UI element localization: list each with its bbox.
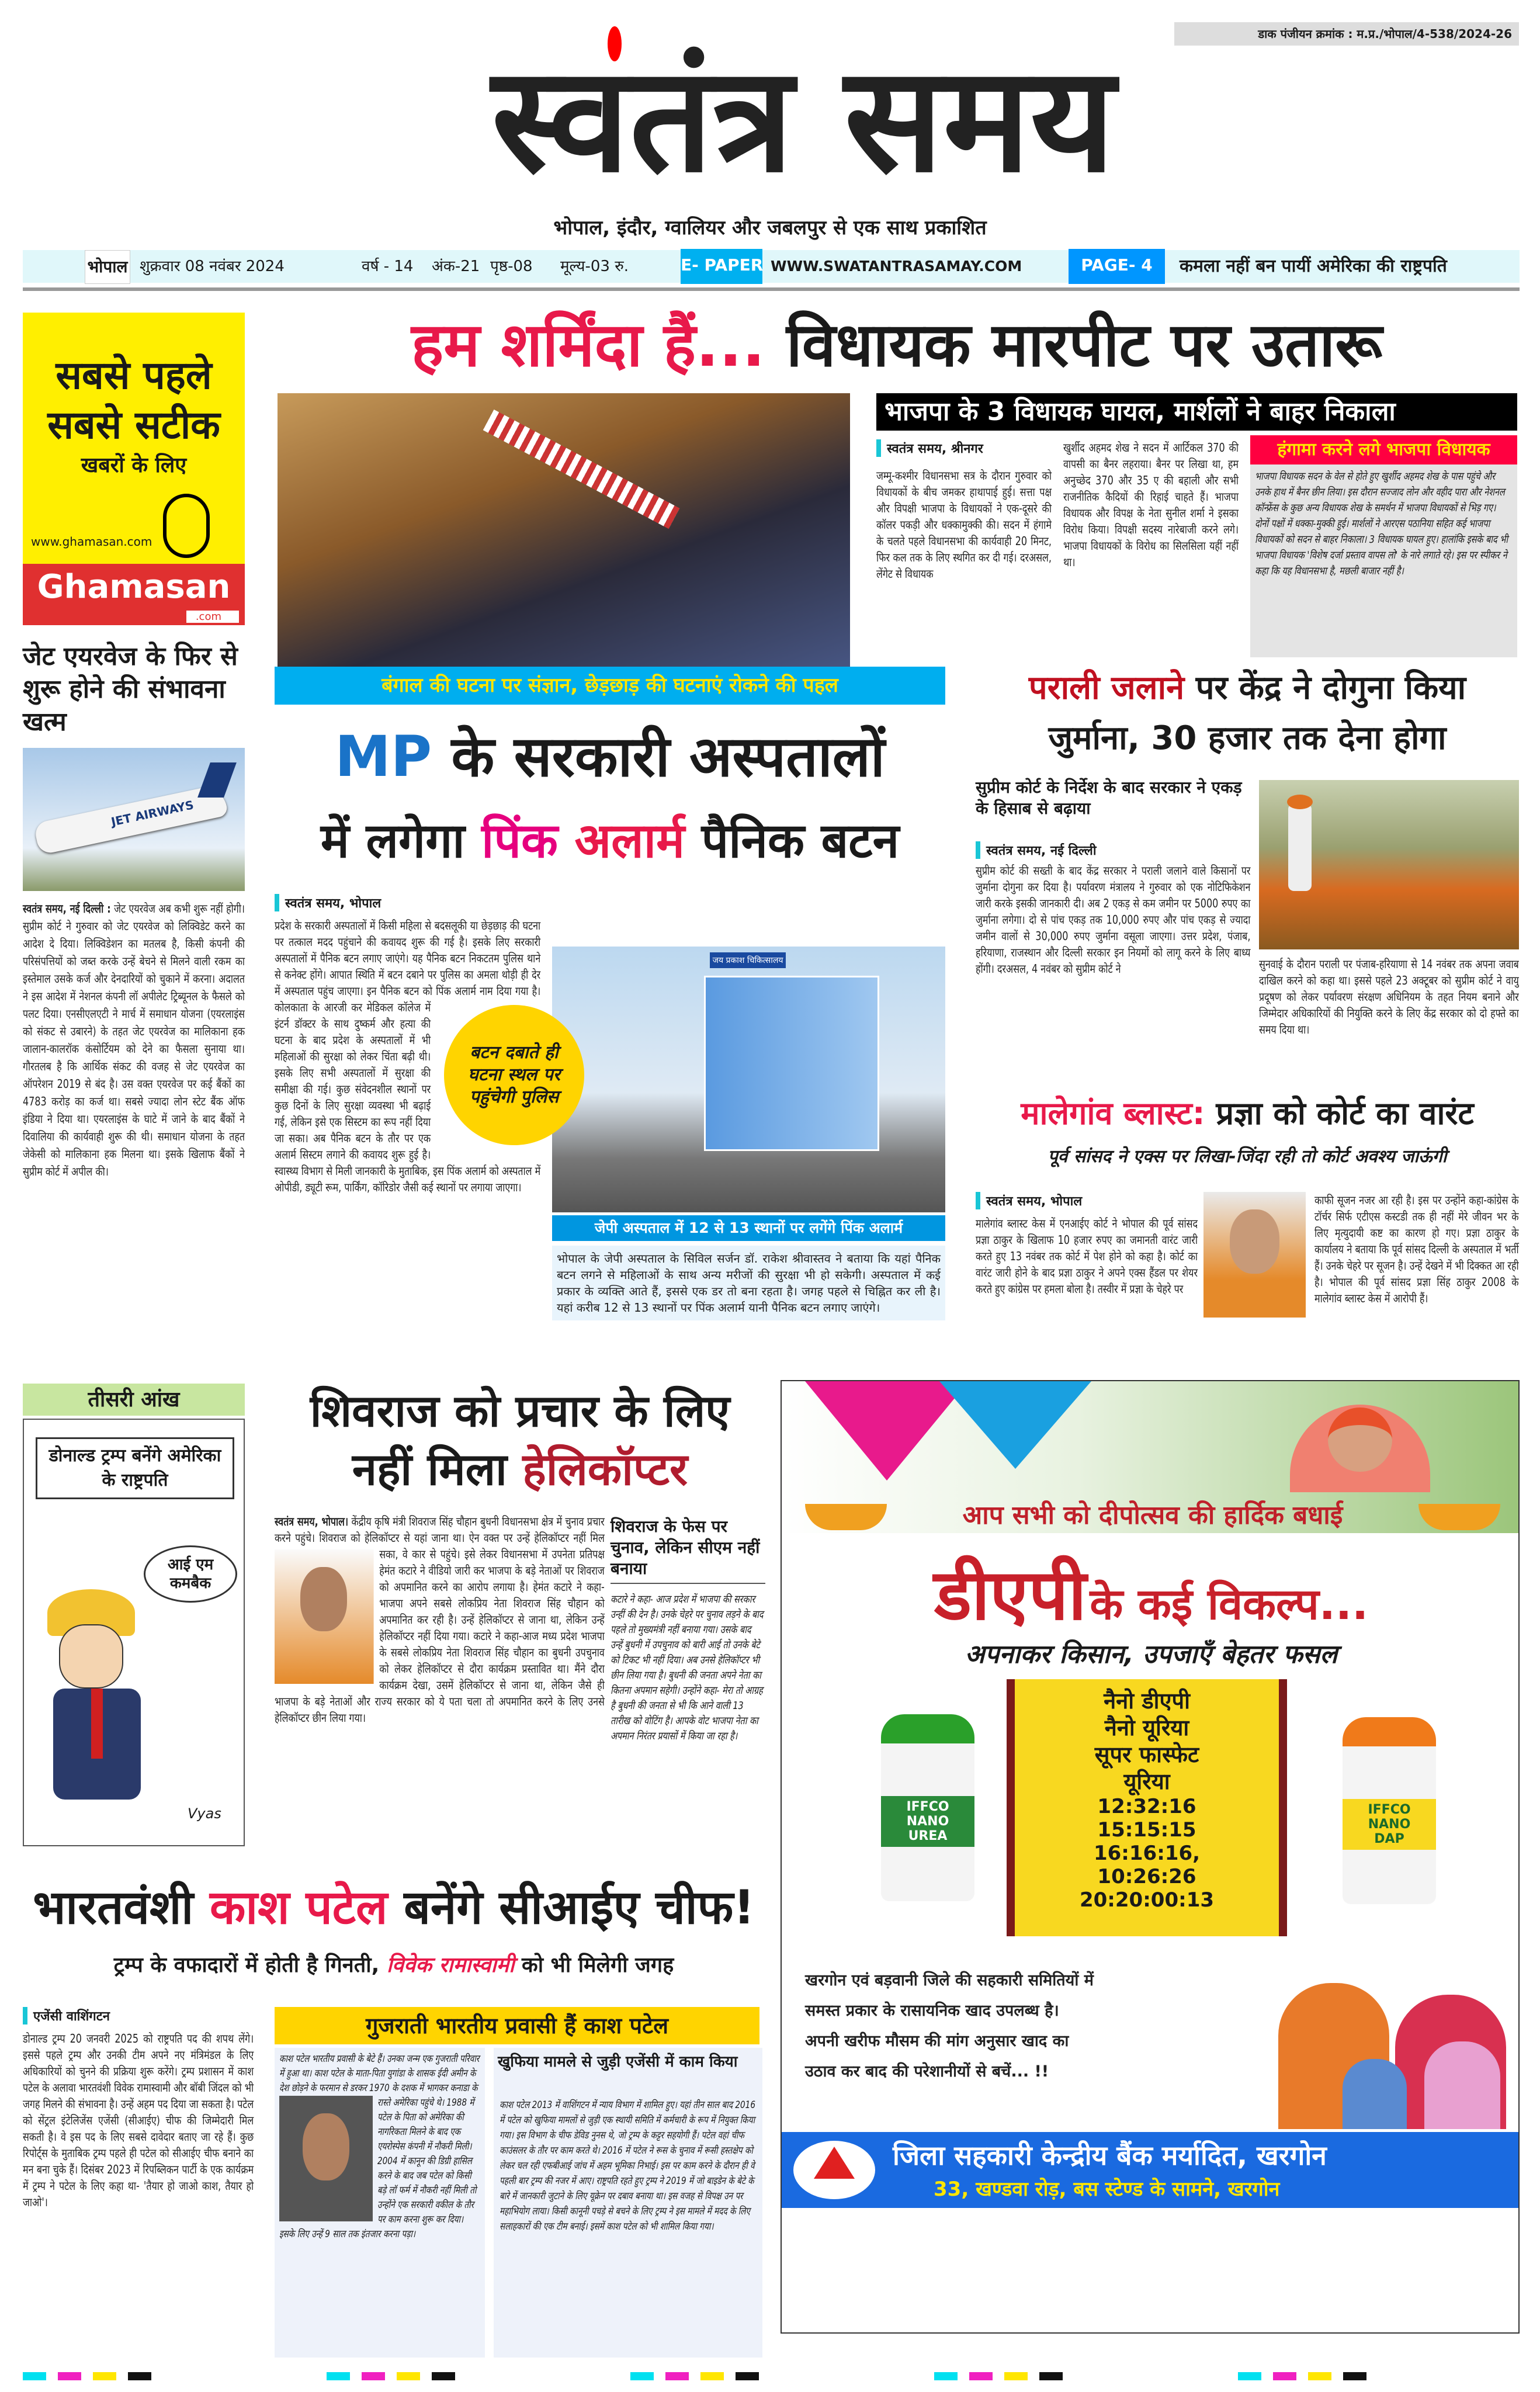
kash-headline-b: बनेंगे सीआईए चीफ! [404,1880,755,1935]
shivraj-headline-2a: नहीं मिला [352,1443,507,1495]
shivraj-headline-1: शिवराज को प्रचार के लिए [310,1385,730,1437]
ad-brand-sub: .com [186,611,239,623]
website-link[interactable]: WWW.SWATANTRASAMAY.COM [771,258,1022,275]
ad-greeting: आप सभी को दीपोत्सव की हार्दिक बधाई [962,1500,1343,1530]
nano-dap-bottle [1343,1717,1436,1904]
ad-tagline: अपनाकर किसान, उपजाएँ बेहतर फसल [965,1639,1338,1669]
cartoon-artist: Vyas [188,1805,221,1822]
lead-headline [275,301,1519,389]
bank-address: 33, खण्डवा रोड़, बस स्टेण्ड के सामने, खरगोन [934,2178,1280,2201]
malegaon-dateline: स्वतंत्र समय, भोपाल [976,1192,1082,1209]
lead-side-title: हंगामा करने लगे भाजपा विधायक [1250,435,1517,464]
malegaon-subhead: पूर्व सांसद ने एक्स पर लिखा-जिंदा रही तो कोर्ट अवश्य जाऊंगी [1048,1146,1447,1167]
cartoon-speech: आई एम कमबैक [144,1545,237,1603]
dap-l1: NANO [1368,1817,1411,1832]
jet-body: जेट एयरवेज अब कभी शुरू नहीं होगी। सुप्रीम कोर्ट ने गुरुवार को जेट एयरवेज को लिक्विडेट करने का आदेश दे दिया। लिक्विडेशन का मतलब है, किसी कंपनी की परिसंपत्तियों को जब्त करके उन्हें बेचने से मिलने वाली रकम का इस्तेमाल उसके कर्ज और देनदारियों को चुकाने में करना। अदालत ने इस आदेश में नेशनल कंपनी लॉ अपीलेट ट्रिब्यूनल के फैसले को पलट दिया। एनसीएलएटी ने मार्च में समाधान योजना (एयरलाइंस को संकट से उबारने) के तहत जेट एयरवेज का मालिकाना हक जालान-कालरॉक कंसोर्टियम को देने का फैसला सुनाया था। गौरतलब है कि आर्थिक संकट की वजह से जेट एयरवेज का ऑपरेशन 2019 से बंद है। उस वक्त एयरवेज पर कई बैंकों का 4783 करोड़ का कर्ज था। सबसे ज्यादा लोन स्टेट बैंक ऑफ इंडिया ने दिया था। एयरलाइंस के घाटे में जाने के बाद बैंकों ने दिवालिया की कार्यवाही शुरू की थी। समाधान योजना के तहत जेकेसी को मालिकाना हक मिलना था। इसके खिलाफ बैंकों ने सुप्रीम कोर्ट में अपील की। [23,902,245,1178]
shivraj-dateline: स्वतंत्र समय, भोपाल। [275,1514,349,1528]
ad-message [805,1965,1267,2087]
boy-figure [1343,2059,1407,2129]
bag-item: 12:32:16 [1097,1795,1196,1818]
dap-brand: IFFCO [1368,1802,1411,1817]
tagline: भोपाल, इंदौर, ग्वालियर और जबलपुर से एक साथ प्रकाशित [553,216,987,240]
mp-h2-pink: पिंक [481,813,558,869]
kash-sub-b: को भी मिलेगी जगह [522,1953,674,1977]
kash-headline [23,1876,765,1940]
garland [483,410,680,529]
urea-brand: IFFCO [906,1800,949,1814]
header-rule [23,287,1520,291]
issue-date: शुक्रवार 08 नवंबर 2024 [140,258,285,275]
kash-face [303,2113,349,2180]
jet-headline: जेट एयरवेज के फिर से शुरू होने की संभावना खत्म [23,642,238,737]
malegaon-col-2: काफी सूजन नजर आ रही है। इस पर उन्होंने कहा-कांग्रेस के टॉर्चर सिर्फ एटीएस कस्टडी तक ही नहीं मेरे जीवन भर के लिए मृत्युदायी कष्ट का कारण हो गए। प्रज्ञा ठाकुर के कार्यालय ने बताया कि पूर्व सांसद दिल्ली के अस्पताल में भर्ती हैं। उनके चेहरे पर सूजन है। उन्हें देखने में भी दिक्कत आ रही है। भोपाल की पूर्व सांसद प्रज्ञा सिंह ठाकुर 2008 के मालेगांव ब्लास्ट केस में आरोपी हैं। [1314,1193,1519,1305]
nano-urea-bottle [881,1714,974,1901]
farmer-turban [1287,795,1313,809]
lead-dateline: स्वतंत्र समय, श्रीनगर [876,439,983,457]
mp-headline-rest: के सरकारी अस्पतालों [451,724,885,789]
shivraj-face [300,1567,347,1631]
urea-l2: UREA [908,1829,948,1843]
ad-line-3: खबरों के लिए [81,453,187,477]
registration-marks [23,2372,1520,2380]
plane-tail [197,762,237,798]
pragya-face [1230,1209,1279,1274]
ad-title-rest: के कई विकल्प... [1090,1579,1369,1630]
info-bar [23,250,1520,283]
shivraj-lede [275,1513,605,1726]
building-sign: जय प्रकाश चिकित्सालय [710,952,786,968]
kash-dateline: एजेंसी वाशिंगटन [23,2007,110,2024]
bag-item: यूरिया [1123,1769,1170,1794]
kash-sub-red: विवेक रामास्वामी [386,1953,515,1977]
ticker-headline: कमला नहीं बन पायीं अमेरिका की राष्ट्रपति [1180,256,1447,276]
year: वर्ष - 14 [362,258,414,275]
mp-h2-alarm: अलार्म [574,813,685,869]
bag-item: सूपर फास्फेट [1094,1742,1199,1767]
lead-headline-red: हम शर्मिंदा हैं... [411,309,765,380]
parali-headline-1: पर केंद्र ने दोगुना किया [1195,669,1466,707]
kash-col-body: काश पटेल 2013 में वाशिंगटन में न्याय विभाग में शामिल हुए। यहां तीन साल बाद 2016 में पटेल को खुफिया मामलों से जुड़ी एक स्थायी समिति में कर्मचारी के रूप में नियुक्त किया गया। इस विभाग के चीफ डेविड नुनस थे, जो ट्रम्प के कट्टर सहयोगी हैं। पटेल वहां चीफ काउंसलर के तौर पर काम करते थे। 2016 में पटेल ने रूस के चुनाव में रूसी हस्तक्षेप को लेकर चल रही एफबीआई जांच में अहम भूमिका निभाई। इस पर काम करने के दौरान ही वे पहली बार ट्रम्प की नजर में आए। राष्ट्रपति रहते हुए ट्रम्प ने 2019 में जो बाइडेन के बेटे के बारे में जानकारी जुटाने के लिए यूक्रेन पर दबाव बनाया था। इस वजह से विपक्ष उन पर महाभियोग लाया। किसी कानूनी पचड़े से बचने के लिए ट्रम्प ने इस मामले में मदद के लिए सलाहकारों की एक टीम बनाई। इसमें काश पटेल को भी शामिल किया गया। [500,2099,755,2232]
kash-body: डोनाल्ड ट्रम्प 20 जनवरी 2025 को राष्ट्रपति पद की शपथ लेंगे। इससे पहले ट्रम्प और उनकी टीम अपने नए मंत्रिमंडल के लिए अधिकारियों को चुनने की प्रक्रिया शुरू करेंगे। ट्रम्प प्रशासन में काश पटेल के अलावा भारतवंशी विवेक रामास्वामी और बॉबी जिंदल को भी जगह मिलने की संभावना है। उन्हें अहम पद दिया जा सकता है। पटेल को सेंट्रल इंटेलिजेंस एजेंसी (सीआईए) चीफ की जिम्मेदारी मिल सकती है। वे इस पद के लिए सबसे दावेदार बताए जा रहे हैं। कुछ रिपोर्ट्स के मुताबिक ट्रम्प पहले ही पटेल को सीआईए चीफ बनाने का मन बना चुके हैं। दिसंबर 2023 में रिपब्लिकन पार्टी के एक कार्यक्रम में ट्रम्प ने पटेल के लिए कहा था- 'तैयार हो जाओ काश, तैयार हो जाओ'। [23,2032,254,2209]
shivraj-body-1: केंद्रीय कृषि मंत्री शिवराज सिंह चौहान बुधनी विधानसभा क्षेत्र में चुनाव प्रचार करने पहुंचे। शिवराज को हेलिकॉप्टर से यहां जाना था। ऐन वक्त पर उन्हें हेलिकॉप्टर नहीं मिल सका, वे कार से पहुंचे। [275,1514,605,1561]
shivraj-headline [275,1382,765,1499]
ad-message-line: अपनी खरीफ मौसम की मांग अनुसार खाद का [805,2032,1069,2050]
bag-item: 16:16:16, [1093,1842,1201,1865]
price: मूल्य-03 रु. [560,258,629,275]
parali-headline-red: पराली जलाने [1028,669,1185,707]
registration-number: डाक पंजीयन क्रमांक : म.प्र./भोपाल/4-538/2024-26 [1174,22,1519,46]
dap-l2: DAP [1374,1832,1404,1846]
shivraj-headline-2b: हेलिकॉप्टर [522,1443,688,1495]
parali-subhead: सुप्रीम कोर्ट के निर्देश के बाद सरकार ने एकड़ के हिसाब से बढ़ाया [976,778,1242,818]
dap-label [1343,1799,1436,1850]
mp-h2-b: पैनिक बटन [701,813,900,869]
family-photo [1272,1948,1518,2129]
hospital-photo [552,947,945,1212]
lead-side-body: भाजपा विधायक सदन के वेल से होते हुए खुर्शीद अहमद शेख के पास पहुंचे और उनके हाथ में बैनर छीन लिया। इस दौरान सज्जाद लोन और वहीद पारा और नेशनल कॉन्फ्रेंस के कुछ अन्य विधायक शेख के समर्थन में भाजपा विधायकों से भिड़ गए। दोनों पक्षों में धक्का-मुक्की हुई। मार्शलों ने आरएस पठानिया सहित कई भाजपा विधायकों को सदन से बाहर निकाला। 3 विधायक घायल हुए। हालांकि इसके बाद भी भाजपा विधायक 'विशेष दर्जा प्रस्ताव वापस लो' के नारे लगाते रहे। इस पर स्पीकर ने कहा कि यह विधानसभा है, मछली बाजार नहीं है। [1255,470,1508,577]
ad-brand: Ghamasan [37,568,231,606]
epaper-badge[interactable]: E- PAPER [681,249,762,284]
hospital-building [704,976,879,1151]
ad-title-big: डीएपी [934,1555,1087,1636]
ad-message-line: समस्त प्रकार के रासायनिक खाद उपलब्ध है। [805,2002,1059,2020]
urea-label [881,1796,974,1847]
mp-dateline: स्वतंत्र समय, भोपाल [275,894,381,911]
mp-headline-1 [275,716,945,798]
malegaon-headline [976,1088,1519,1139]
parali-body-2: सुनवाई के दौरान पराली पर पंजाब-हरियाणा से 14 नवंबर तक अपना जवाब दाखिल करने को कहा था। इससे पहले 23 अक्टूबर को सुप्रीम कोर्ट ने वायु प्रदूषण को लेकर पर्यावरण संरक्षण अधिनियम के तहत नियम बनाने और जिम्मेदार अधिकारियों की नियुक्ति करने के लिए केंद्र सरकार को दो हफ्ते का समय दिया था। [1259,957,1519,1036]
cartoon-caption: डोनाल्ड ट्रम्प बनेंगे अमेरिका के राष्ट्रपति [36,1437,234,1499]
kash-box-text: काश पटेल भारतीय प्रवासी के बेटे हैं। उनका जन्म एक गुजराती परिवार में हुआ था। काश पटेल के माता-पिता युगांडा के शासक ईदी अमीन के देश छोड़ने के फरमान से डरकर 1970 के दशक में भागकर कनाडा के रास्ते अमेरिका पहुंचे थे। 1988 में पटेल के पिता को अमेरिका की नागरिकता मिलने के बाद एक एयरोस्पेस कंपनी में नौकरी मिली। 2004 में कानून की डिग्री हासिल करने के बाद जब पटेल को किसी बड़े लॉ फर्म में नौकरी नहीं मिली तो उन्होंने एक सरकारी वकील के तौर पर काम करना शुरू कर दिया। इसके लिए उन्हें 9 साल तक इंतजार करना पड़ा। [279,2053,480,2240]
kash-sub-a: ट्रम्प के वफादारों में होती है गिनती, [113,1953,380,1977]
pragya-photo [1203,1192,1306,1318]
ghamasan-ad[interactable] [23,313,245,625]
fertilizer-bag [1007,1679,1287,1936]
hospital-caption-title: जेपी अस्पताल में 12 से 13 स्थानों पर लगेंगे पिंक अलार्म [552,1215,945,1241]
assembly-photo [278,393,850,687]
kash-box-body [279,2052,480,2242]
ad-title [782,1545,1520,1640]
kash-box-title: गुजराती भारतीय प्रवासी हैं काश पटेल [275,2007,759,2044]
edition: भोपाल [85,250,130,284]
hospital-caption-body: भोपाल के जेपी अस्पताल के सिविल सर्जन डॉ. राकेश श्रीवास्तव ने बताया कि यहां पैनिक बटन लगने से महिलाओं के साथ अन्य मरीजों की सुरक्षा भी हो सकेगी। अस्पताल में कई प्रकार के व्यक्ति आते हैं, इससे एक डर तो बना रहता है। जगह पहले से चिह्नित कर ली है। यहां करीब 12 से 13 स्थानों पर पिंक अलार्म यानी पैनिक बटन लगाए जाएंगे। [552,1246,945,1320]
ad-line-1: सबसे पहले [56,353,212,398]
ad-url: www.ghamasan.com [31,535,152,549]
parali-body: सुप्रीम कोर्ट की सख्ती के बाद केंद्र सरकार ने पराली जलाने वाले किसानों पर जुर्माना दोगुना कर दिया है। पर्यावरण मंत्रालय ने गुरुवार को एक नोटिफिकेशन जारी करके इसकी जानकारी दी। अब 2 एकड़ से कम जमीन पर 5000 रुपए का जुर्माना लगेगा। दो से पांच एकड़ तक 10,000 रुपए और पांच एकड़ से ज्यादा जमीन वालों से 30,000 रुपए जुर्माना वसूला जाएगा। उत्तर प्रदेश, पंजाब, हरियाणा, राजस्थान और दिल्ली सरकार इन नियमों को लागू करने के लिए बाध्य होंगी। दरअसल, 4 नवंबर को सुप्रीम कोर्ट ने [976,864,1251,976]
page-count: पृष्ठ-08 [490,258,533,275]
mp-kicker: बंगाल की घटना पर संज्ञान, छेड़छाड़ की घटनाएं रोकने की पहल [275,667,945,705]
kash-photo [279,2096,373,2221]
bag-item: 20:20:00:13 [1079,1888,1215,1912]
parali-headline-2: जुर्माना, 30 हजार तक देना होगा [1048,719,1447,757]
bank-name: जिला सहकारी केन्द्रीय बैंक मर्यादित, खरगोन [893,2140,1327,2171]
ad-brand-bar [23,564,245,625]
farmer-figure [1288,803,1312,891]
malegaon-headline-rest: प्रज्ञा को कोर्ट का वारंट [1216,1095,1474,1132]
lead-headline-black: विधायक मारपीट पर उतारू [786,309,1382,380]
ad-message-line: खरगोन एवं बड़वानी जिले की सहकारी समितियों में [805,1971,1094,1989]
mp-label: MP [335,724,432,789]
parali-headline [976,663,1519,764]
mouse-icon [163,494,210,558]
panic-callout: बटन दबाते ही घटना स्थल पर पहुंचेगी पुलिस [444,1005,584,1145]
urea-l1: NANO [906,1814,949,1829]
kash-headline-a: भारतवंशी [33,1880,194,1935]
cartoon [23,1419,245,1846]
kash-col-title: खुफिया मामले से जुड़ी एजेंसी में काम किया [498,2053,738,2071]
bank-logo-triangle [814,2147,855,2179]
cartoon-title: तीसरी आंख [23,1384,245,1416]
kash-subhead [23,1947,765,1984]
girl-figure [1424,2041,1500,2129]
shivraj-side-body: कटारे ने कहा- आज प्रदेश में भाजपा की सरकार उन्हीं की देन है। उनके चेहरे पर चुनाव लड़ने के बाद पहले तो मुख्यमंत्री नहीं बनाया गया। उसके बाद उन्हें बुधनी में उपचुनाव को बारी आई तो उनके बेटे को टिकट भी नहीं दिया। अब उनसे हेलिकॉप्टर भी छीन लिया गया है। बुधनी की जनता अपने नेता का कितना अपमान सहेगी। उन्होंने कहा- मेरा तो आग्रह है बुधनी की जनता से भी कि आने वाली 13 तारीख को वोटिंग है। आपके वोट भाजपा नेता का अपमान निरंतर प्रयासों में किया जा रहा है। [611,1593,764,1742]
trump-face [59,1624,123,1689]
mp-h2-a: में लगेगा [320,813,465,869]
ad-line-2: सबसे सटीक [47,403,220,448]
bag-item: नैनो यूरिया [1104,1715,1189,1741]
lead-col-1: जम्मू-कश्मीर विधानसभा सत्र के दौरान गुरुवार को विधायकों के बीच जमकर हाथापाई हुई। सत्ता पक्ष और विपक्षी भाजपा के विधायकों ने एक-दूसरे की कॉलर पकड़ी और धक्कामुक्की की। सदन में हंगामे के चलते पहले विधानसभा की कार्यवाही 20 मिनट, फिर कल तक के लिए स्थगित कर दी गई। दरअसल, लेंगेट से विधायक [876,469,1052,581]
farmer-head [1328,1408,1392,1472]
page-badge: PAGE- 4 [1069,249,1165,284]
bag-item: नैनो डीएपी [1104,1688,1190,1714]
masthead: स्वतंत्र समय [491,34,1115,204]
shivraj-side-title: शिवराज के फेस पर चुनाव, लेकिन सीएम नहीं बनाया [611,1516,765,1584]
blue-flag [939,1381,1091,1469]
jet-dateline: स्वतंत्र समय, नई दिल्ली : [23,902,111,916]
issue-number: अंक-21 [432,258,480,275]
parali-dateline: स्वतंत्र समय, नई दिल्ली [976,841,1097,859]
malegaon-headline-red: मालेगांव ब्लास्ट: [1021,1095,1205,1132]
shivraj-body-2: इसे लेकर विधानसभा में उपनेता प्रतिपक्ष हेमंत कटारे ने वीडियो जारी कर भाजपा के बड़े नेताओं पर शिवराज को अपमानित करने का आरोप लगाया है। हेमंत कटारे ने कहा- भाजपा अपने सबसे लोकप्रिय नेता शिवराज सिंह चौहान को अपमानित कर रही है। उन्हें हेलिकॉप्टर से जाना था, लेकिन उन्हें हेलिकॉप्टर नहीं दिया गया। कटारे ने कहा-आज मध्य प्रदेश भाजपा के सबसे लोकप्रिय नेता शिवराज सिंह चौहान का बुधनी उपचुनाव को लेकर हेलिकॉप्टर से दौरा कार्यक्रम प्रस्तावित था। मैंने दौरा कार्यक्रम देखा, उसमें हेलिकॉप्टर से जाना था, लेकिन जैसे ही भाजपा के बड़े नेताओं और राज्य सरकार को ये पता चला तो अपमानित करने के लिए उनसे हेलिकॉप्टर छीन लिया गया। [275,1547,605,1725]
shivraj-photo [275,1549,374,1684]
malegaon-col-1: मालेगांव ब्लास्ट केस में एनआईए कोर्ट ने भोपाल की पूर्व सांसद प्रज्ञा ठाकुर के खिलाफ 10 हजार रुपए का जमानती वारंट जारी करते हुए 13 नवंबर तक कोर्ट में पेश होने को कहा है। कोर्ट का वारंट जारी होने के बाद प्रज्ञा ठाकुर ने अपने एक्स हैंडल पर शेयर करते हुए कांग्रेस पर हमला बोला है। तस्वीर में प्रज्ञा के चेहरे पर [976,1216,1198,1296]
jet-story [23,900,245,1180]
kash-headline-red: काश पटेल [209,1880,388,1935]
trump-tie [91,1689,103,1759]
bag-item: 15:15:15 [1097,1818,1196,1842]
mp-headline-2 [275,800,945,882]
jet-airways-photo [23,748,245,891]
bag-item: 10:26:26 [1097,1865,1196,1888]
lead-subhead: भाजपा के 3 विधायक घायल, मार्शलों ने बाहर निकाला [876,393,1517,431]
ad-message-line: उठाव कर बाद की परेशानीयों से बचें... !! [805,2062,1049,2081]
fertilizer-ad[interactable] [781,1380,1520,2334]
bank-bar [782,2132,1520,2208]
stubble-fire-photo [1259,780,1519,949]
mp-body: प्रदेश के सरकारी अस्पतालों में किसी महिला से बदसलूकी या छेड़छाड़ की घटना पर तत्काल मदद पहुंचाने की कवायद शुरू की गई है। इसके लिए सरकारी अस्पतालों में पैनिक बटन लगाए जाएंगे। यह पैनिक बटन निकटतम पुलिस थाने से कनेक्ट होंगे। आपात स्थिति में बटन दबाने पर पुलिस का अमला थोड़ी ही देर में अस्पताल पहुंच जाएगा। इन पैनिक बटन को पिंक अलार्म नाम दिया गया है। कोलकाता के आरजी कर मेडिकल कॉलेज में इंटर्न डॉक्टर के साथ दुष्कर्म और हत्या की घटना के बाद प्रदेश के अस्पतालों में भी महिलाओं की सुरक्षा को लेकर चिंता बढ़ी थी। इसके लिए सभी अस्पतालों में सुरक्षा की समीक्षा की गई। कुछ संवेदनशील स्थानों पर कुछ दिनों के लिए सुरक्षा व्यवस्था भी बढ़ाई गई, लेकिन इसे एक सिस्टम का रूप नहीं दिया जा सका। अब पैनिक बटन के तौर पर एक अलार्म सिस्टम लगाने की कवायद शुरू हुई है। स्वास्थ्य विभाग से मिली जानकारी के मुताबिक, इस पिंक अलार्म को अस्पताल में ओपीडी, ड्यूटी रूम, पार्किंग, कॉरिडोर जैसी कई स्थानों पर लगाया जाएगा। [275,918,541,1194]
plane-text: JET AIRWAYS [110,798,195,829]
lead-col-2: खुर्शीद अहमद शेख ने सदन में आर्टिकल 370 की वापसी का बैनर लहराया। बैनर पर लिखा था, हम अनुच्छेद 370 और 35 ए की बहाली और सभी राजनीतिक कैदियों की रिहाई चाहते हैं। भाजपा विधायक और विपक्ष के नेता सुनील शर्मा ने इसका विरोध किया। विपक्षी सदस्य नारेबाजी करने लगे। भाजपा विधायकों के विरोध का सिलसिला यहीं नहीं था। [1063,441,1239,569]
